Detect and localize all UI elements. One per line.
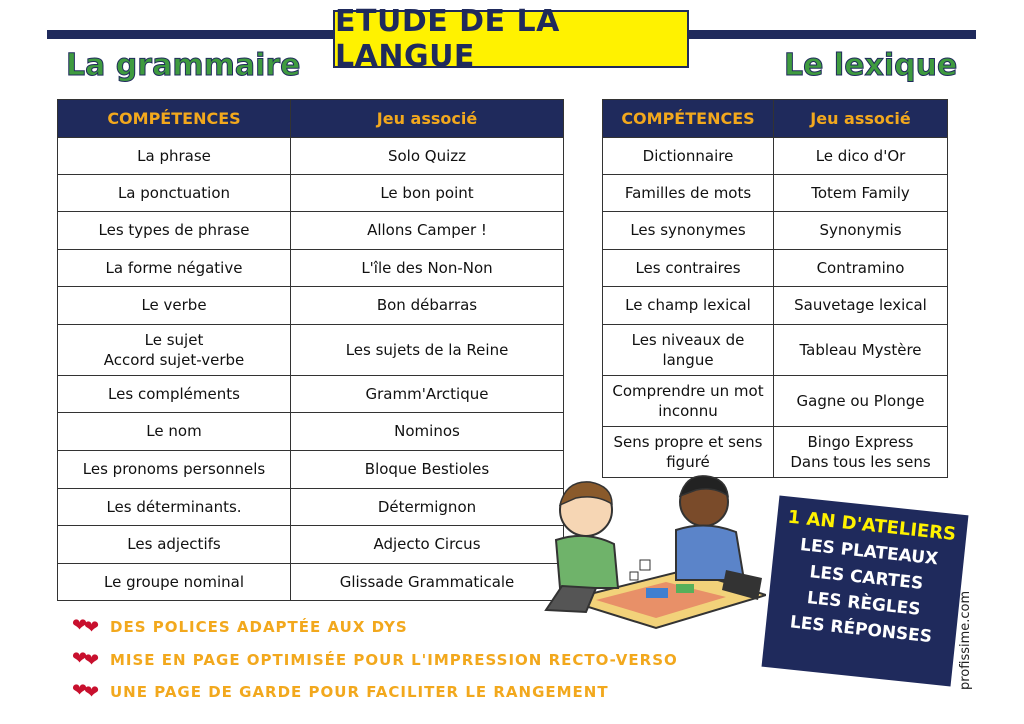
game-cell: Glissade Grammaticale [291,564,564,601]
competence-cell: Le nom [58,413,291,451]
column-header-competences: COMPÉTENCES [58,100,291,138]
double-heart-icon: ❤ ❤ [72,680,101,703]
ateliers-item: LES CARTES [808,562,925,594]
column-header-jeu: Jeu associé [291,100,564,138]
double-heart-icon: ❤ ❤ [72,648,101,671]
competence-cell: Le verbe [58,287,291,325]
game-cell: Les sujets de la Reine [291,325,564,376]
table-row [58,250,564,287]
header-rule-right [689,30,976,39]
competence-cell: Le champ lexical [603,287,774,325]
column-header-competences: COMPÉTENCES [603,100,774,138]
lexicon-table [602,99,948,478]
kids-playing-illustration [526,460,766,630]
game-cell: Gramm'Arctique [291,376,564,413]
feature-item [72,617,408,637]
feature-text: MISE EN PAGE OPTIMISÉE POUR L'IMPRESSION RECTO-VERSO [110,651,678,669]
game-cell: Contramino [774,250,948,287]
game-cell: Le bon point [291,175,564,212]
feature-text: DES POLICES ADAPTÉE AUX DYS [110,618,408,636]
competence-cell: Dictionnaire [603,138,774,175]
page-title-box [333,4,689,74]
game-cell: Nominos [291,413,564,451]
game-cell: Solo Quizz [291,138,564,175]
table-row [603,175,948,212]
table-row [603,250,948,287]
competence-cell: Familles de mots [603,175,774,212]
ateliers-item: LES RÉPONSES [788,612,933,648]
table-row [58,451,564,489]
game-cell: L'île des Non-Non [291,250,564,287]
competence-cell: Les synonymes [603,212,774,250]
table-row [58,212,564,250]
competence-cell: Les types de phrase [58,212,291,250]
game-cell: Adjecto Circus [291,526,564,564]
game-cell: Totem Family [774,175,948,212]
table-row [603,287,948,325]
competence-cell: Les pronoms personnels [58,451,291,489]
competence-cell: Les déterminants. [58,489,291,526]
ateliers-item: LES PLATEAUX [799,535,939,570]
competence-cell: Le sujet Accord sujet-verbe [58,325,291,376]
competence-cell: Comprendre un mot inconnu [603,376,774,427]
competence-cell: La phrase [58,138,291,175]
competence-cell: Les niveaux de langue [603,325,774,376]
competence-cell: Les adjectifs [58,526,291,564]
grammar-title: La grammaire [66,48,301,83]
feature-item [72,650,678,670]
competence-cell: Sens propre et sens figuré [603,427,774,478]
competence-cell: Les contraires [603,250,774,287]
game-cell: Synonymis [774,212,948,250]
game-cell: Gagne ou Plonge [774,376,948,427]
grammar-table-body [58,138,564,601]
table-row [603,212,948,250]
table-row [58,564,564,601]
feature-item [72,682,609,702]
competence-cell: Le groupe nominal [58,564,291,601]
ateliers-heading: 1 AN D'ATELIERS [786,506,957,546]
header-rule-left [47,30,333,39]
table-row [603,138,948,175]
table-row [58,489,564,526]
game-cell: Bingo Express Dans tous les sens [774,427,948,478]
page-title: ETUDE DE LA LANGUE [335,4,560,74]
competence-cell: La forme négative [58,250,291,287]
lexicon-title: Le lexique [784,48,958,83]
game-cell: Allons Camper ! [291,212,564,250]
ateliers-box [762,496,969,687]
table-row [603,325,948,376]
table-row [58,287,564,325]
table-row [58,413,564,451]
table-row [58,175,564,212]
column-header-jeu: Jeu associé [774,100,948,138]
grammar-table [57,99,564,601]
ateliers-item: LES RÈGLES [805,588,922,620]
game-cell: Bon débarras [291,287,564,325]
lexicon-table-body [603,138,948,478]
game-cell: Détermignon [291,489,564,526]
table-row [58,376,564,413]
table-row [58,526,564,564]
game-cell: Le dico d'Or [774,138,948,175]
table-row [58,138,564,175]
table-row [58,325,564,376]
grammar-table-header [58,100,564,138]
game-cell: Tableau Mystère [774,325,948,376]
game-cell: Bloque Bestioles [291,451,564,489]
feature-text: UNE PAGE DE GARDE POUR FACILITER LE RANGEMENT [110,683,609,701]
lexicon-table-header [603,100,948,138]
table-row [603,376,948,427]
double-heart-icon: ❤ ❤ [72,615,101,638]
competence-cell: La ponctuation [58,175,291,212]
competence-cell: Les compléments [58,376,291,413]
game-cell: Sauvetage lexical [774,287,948,325]
brand-credit: profissime.com [958,590,973,690]
